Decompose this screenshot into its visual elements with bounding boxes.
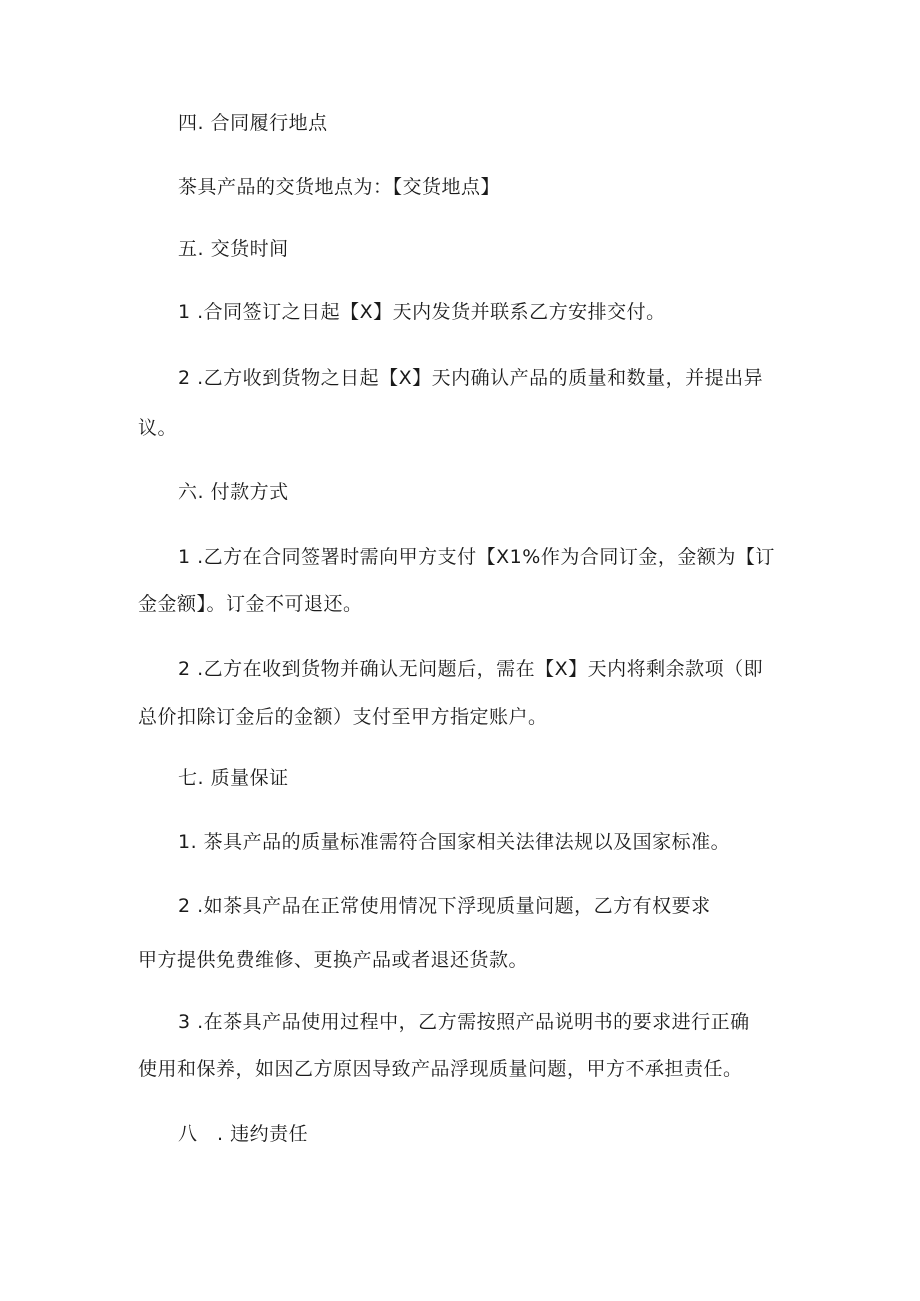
paragraph-item: 2 .乙方在收到货物并确认无问题后，需在【X】天内将剩余款项（即 xyxy=(178,658,764,680)
paragraph-continuation: 甲方提供免费维修、更换产品或者退还货款。 xyxy=(138,949,529,971)
section-heading-8: 八 . 违约责任 xyxy=(178,1123,309,1145)
paragraph-continuation: 使用和保养，如因乙方原因导致产品浮现质量问题，甲方不承担责任。 xyxy=(138,1058,743,1080)
paragraph-item: 2 .如茶具产品在正常使用情况下浮现质量问题，乙方有权要求 xyxy=(178,895,711,917)
paragraph-continuation: 议。 xyxy=(138,417,178,439)
paragraph-item: 1 .合同签订之日起【X】天内发货并联系乙方安排交付。 xyxy=(178,301,666,323)
paragraph-delivery-location: 茶具产品的交货地点为：【交货地点】 xyxy=(178,176,501,198)
paragraph-item: 2 .乙方收到货物之日起【X】天内确认产品的质量和数量，并提出异 xyxy=(178,367,764,389)
paragraph-continuation: 金金额】。订金不可退还。 xyxy=(138,593,363,615)
section-heading-5: 五. 交货时间 xyxy=(178,238,289,260)
paragraph-item: 1 .乙方在合同签署时需向甲方支付【X1%作为合同订金，金额为【订 xyxy=(178,546,775,568)
section-heading-7: 七. 质量保证 xyxy=(178,767,289,789)
section-heading-6: 六. 付款方式 xyxy=(178,481,289,503)
paragraph-continuation: 总价扣除订金后的金额）支付至甲方指定账户。 xyxy=(138,706,548,728)
section-heading-4: 四. 合同履行地点 xyxy=(178,112,328,134)
paragraph-item: 3 .在茶具产品使用过程中，乙方需按照产品说明书的要求进行正确 xyxy=(178,1011,750,1033)
paragraph-item: 1. 茶具产品的质量标准需符合国家相关法律法规以及国家标准。 xyxy=(178,831,731,853)
